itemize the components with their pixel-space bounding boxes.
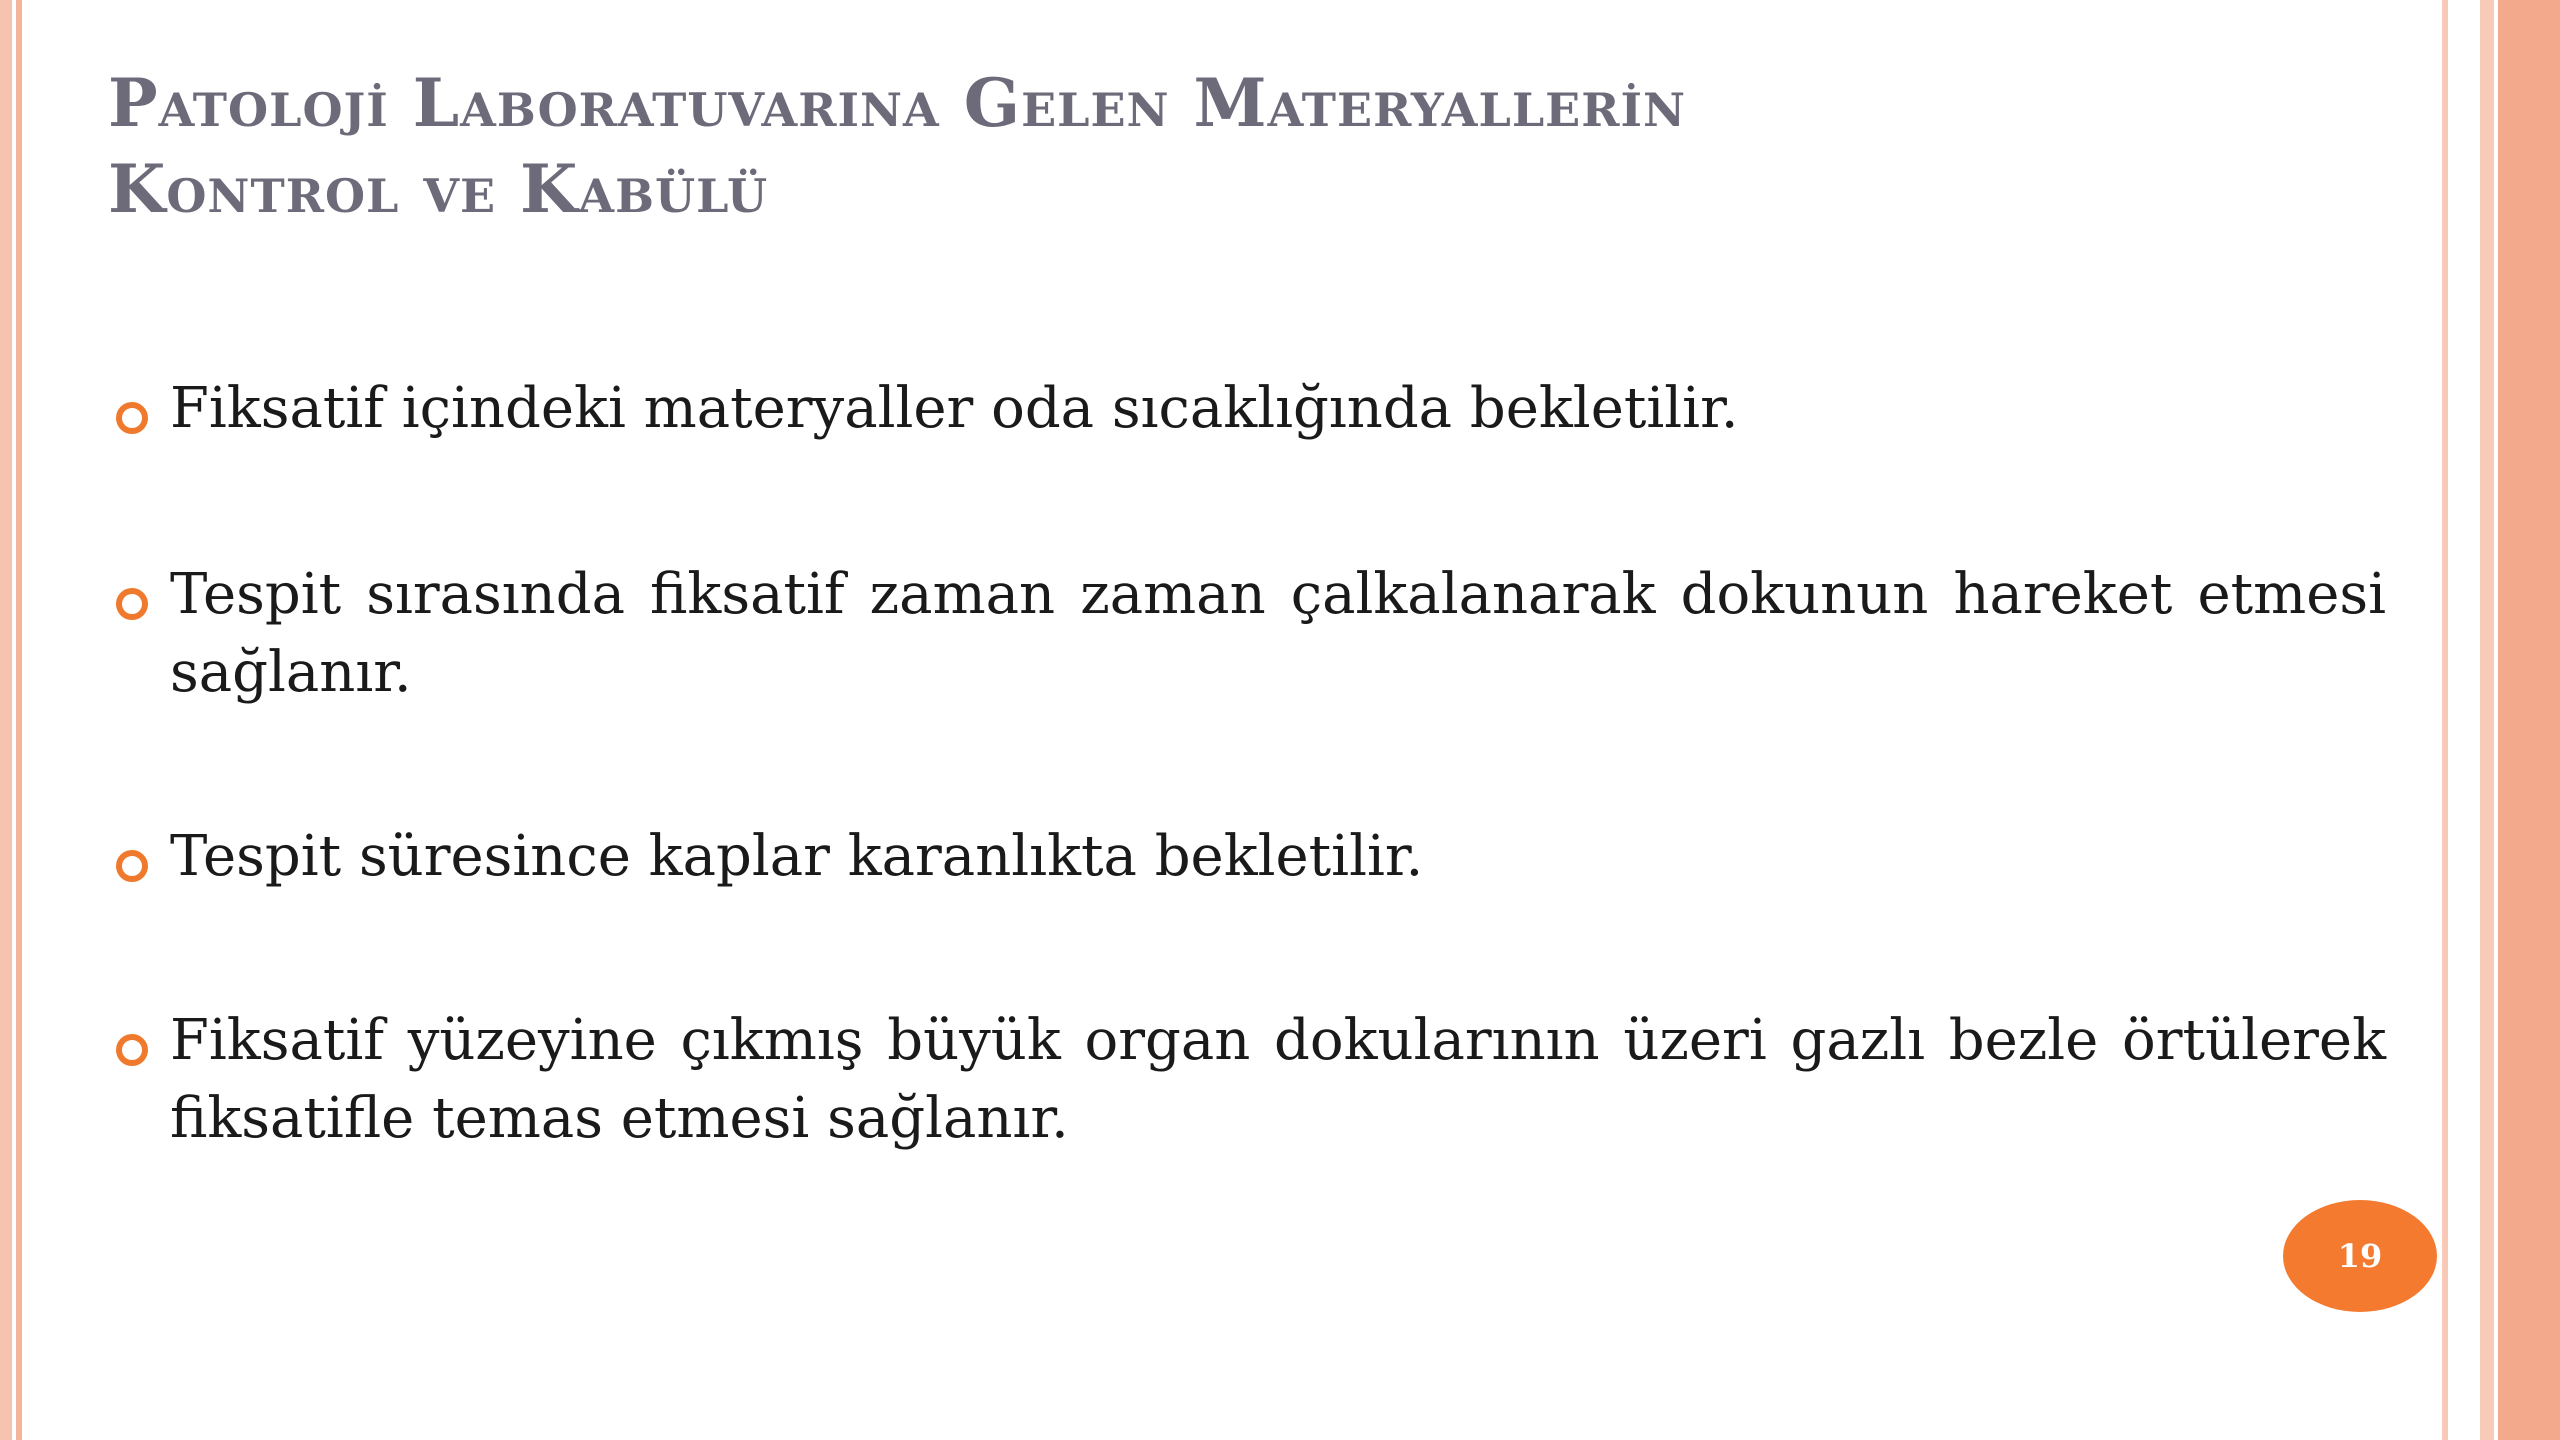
slide-title-line-1: Patoloji̇ Laboratuvarina Gelen Materyalleri̇n [108, 64, 1687, 142]
left-decorative-border [0, 0, 28, 1440]
bullet-item [108, 818, 2386, 896]
bullet-text: Fiksatif içindeki materyaller oda sıcaklığında bekletilir. [170, 376, 1739, 441]
bullet-item [108, 556, 2386, 712]
bullet-text: Tespit sırasında fiksatif zaman zaman çalkalanarak dokunun hareket etmesi sağlanır. [170, 562, 2386, 705]
page-number-badge [2283, 1200, 2437, 1312]
bullet-icon [116, 850, 148, 882]
bullet-item [108, 370, 2386, 448]
bullet-list [108, 370, 2386, 1158]
page-number: 19 [2337, 1237, 2383, 1275]
bullet-item [108, 1002, 2386, 1158]
bullet-icon [116, 1034, 148, 1066]
slide-title [108, 60, 2308, 232]
bullet-text: Tespit süresince kaplar karanlıkta bekletilir. [170, 824, 1424, 889]
bullet-icon [116, 588, 148, 620]
right-decorative-border [2442, 0, 2560, 1440]
bullet-text: Fiksatif yüzeyine çıkmış büyük organ dokularının üzeri gazlı bezle örtülerek fiksatifle temas etmesi sağlanır. [170, 1008, 2386, 1151]
slide-title-line-2: Kontrol ve Kabülü [108, 150, 769, 228]
bullet-icon [116, 402, 148, 434]
